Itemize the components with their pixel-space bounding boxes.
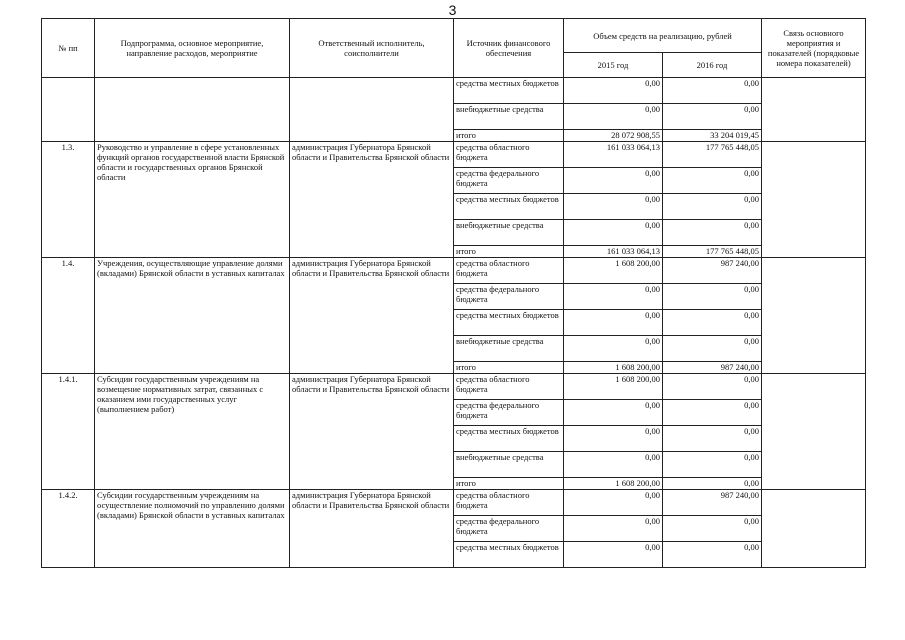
table-row [42, 78, 866, 104]
cell-2015: 0,00 [564, 310, 663, 336]
cell-2016: 0,00 [663, 516, 762, 542]
cell-executor: администрация Губернатора Брянской области и Правительства Брянской области [290, 374, 454, 490]
cell-2015: 1 608 200,00 [564, 362, 663, 374]
cell-2016: 177 765 448,05 [663, 142, 762, 168]
cell-2015: 0,00 [564, 516, 663, 542]
cell-2016: 0,00 [663, 452, 762, 478]
cell-2015: 161 033 064,13 [564, 142, 663, 168]
cell-source: средства местных бюджетов [454, 426, 564, 452]
cell-source: средства областного бюджета [454, 142, 564, 168]
cell-source: средства областного бюджета [454, 490, 564, 516]
cell-2016: 0,00 [663, 478, 762, 490]
cell-source: средства областного бюджета [454, 258, 564, 284]
cell-2016: 987 240,00 [663, 490, 762, 516]
page-number: 3 [448, 2, 457, 18]
cell-2015: 1 608 200,00 [564, 478, 663, 490]
cell-2016: 987 240,00 [663, 362, 762, 374]
cell-no: 1.3. [42, 142, 95, 258]
cell-2015: 28 072 908,55 [564, 130, 663, 142]
cell-2016: 0,00 [663, 78, 762, 104]
cell-source: итого [454, 246, 564, 258]
cell-2016: 0,00 [663, 104, 762, 130]
cell-2016: 0,00 [663, 336, 762, 362]
cell-2016: 0,00 [663, 400, 762, 426]
cell-executor [290, 78, 454, 142]
cell-2015: 0,00 [564, 400, 663, 426]
cell-source: итого [454, 362, 564, 374]
cell-2016: 0,00 [663, 194, 762, 220]
header-link: Связь основного мероприятия и показателей (порядковые номера показателей) [762, 19, 866, 78]
cell-source: средства местных бюджетов [454, 78, 564, 104]
header-no: № пп [42, 19, 95, 78]
cell-program-name: Учреждения, осуществляющие управление долями (вкладами) Брянской области в уставных капиталах [95, 258, 290, 374]
cell-2015: 0,00 [564, 168, 663, 194]
cell-source: средства федерального бюджета [454, 168, 564, 194]
cell-source: средства федерального бюджета [454, 400, 564, 426]
cell-no [42, 78, 95, 142]
cell-2015: 0,00 [564, 284, 663, 310]
cell-program-name [95, 78, 290, 142]
cell-2016: 0,00 [663, 542, 762, 568]
table-row [42, 374, 866, 400]
cell-link [762, 142, 866, 258]
cell-2015: 0,00 [564, 490, 663, 516]
header-program: Подпрограмма, основное мероприятие, направление расходов, мероприятие [95, 19, 290, 78]
cell-source: средства местных бюджетов [454, 310, 564, 336]
cell-program-name: Субсидии государственным учреждениям на возмещение нормативных затрат, связанных с оказанием ими государственных услуг (выполнением работ) [95, 374, 290, 490]
cell-source: средства областного бюджета [454, 374, 564, 400]
cell-program-name: Руководство и управление в сфере установленных функций органов государственной власти Брянской области и государственных органов Брянской области [95, 142, 290, 258]
cell-source: внебюджетные средства [454, 104, 564, 130]
cell-source: итого [454, 478, 564, 490]
cell-link [762, 78, 866, 142]
table-row [42, 142, 866, 168]
table-header [42, 19, 866, 78]
cell-2015: 0,00 [564, 194, 663, 220]
cell-2016: 0,00 [663, 426, 762, 452]
table-body [42, 78, 866, 568]
cell-link [762, 490, 866, 568]
cell-program-name: Субсидии государственным учреждениям на осуществление полномочий по управлению долями (вкладами) Брянской области в уставных капиталах [95, 490, 290, 568]
cell-2015: 0,00 [564, 336, 663, 362]
cell-2016: 0,00 [663, 374, 762, 400]
cell-executor: администрация Губернатора Брянской области и Правительства Брянской области [290, 142, 454, 258]
financing-table [41, 18, 866, 568]
cell-link [762, 258, 866, 374]
header-year-2015: 2015 год [564, 53, 663, 78]
header-volume: Объем средств на реализацию, рублей [564, 19, 762, 53]
cell-2015: 0,00 [564, 452, 663, 478]
cell-2015: 161 033 064,13 [564, 246, 663, 258]
cell-source: средства местных бюджетов [454, 194, 564, 220]
cell-source: средства федерального бюджета [454, 284, 564, 310]
cell-2016: 0,00 [663, 220, 762, 246]
cell-link [762, 374, 866, 490]
cell-2015: 1 608 200,00 [564, 258, 663, 284]
cell-source: средства местных бюджетов [454, 542, 564, 568]
cell-2015: 0,00 [564, 78, 663, 104]
cell-source: средства федерального бюджета [454, 516, 564, 542]
cell-2016: 0,00 [663, 284, 762, 310]
header-source: Источник финансового обеспечения [454, 19, 564, 78]
cell-2015: 0,00 [564, 426, 663, 452]
cell-2016: 33 204 019,45 [663, 130, 762, 142]
cell-2016: 0,00 [663, 310, 762, 336]
cell-2016: 0,00 [663, 168, 762, 194]
cell-2016: 987 240,00 [663, 258, 762, 284]
cell-no: 1.4.1. [42, 374, 95, 490]
table-row [42, 490, 866, 516]
cell-source: внебюджетные средства [454, 336, 564, 362]
cell-2015: 0,00 [564, 542, 663, 568]
cell-no: 1.4. [42, 258, 95, 374]
header-executor: Ответственный исполнитель, соисполнители [290, 19, 454, 78]
cell-source: итого [454, 130, 564, 142]
cell-2015: 0,00 [564, 220, 663, 246]
cell-2016: 177 765 448,05 [663, 246, 762, 258]
cell-source: внебюджетные средства [454, 220, 564, 246]
header-year-2016: 2016 год [663, 53, 762, 78]
cell-executor: администрация Губернатора Брянской области и Правительства Брянской области [290, 258, 454, 374]
cell-2015: 1 608 200,00 [564, 374, 663, 400]
cell-no: 1.4.2. [42, 490, 95, 568]
table-row [42, 258, 866, 284]
cell-2015: 0,00 [564, 104, 663, 130]
cell-executor: администрация Губернатора Брянской области и Правительства Брянской области [290, 490, 454, 568]
cell-source: внебюджетные средства [454, 452, 564, 478]
